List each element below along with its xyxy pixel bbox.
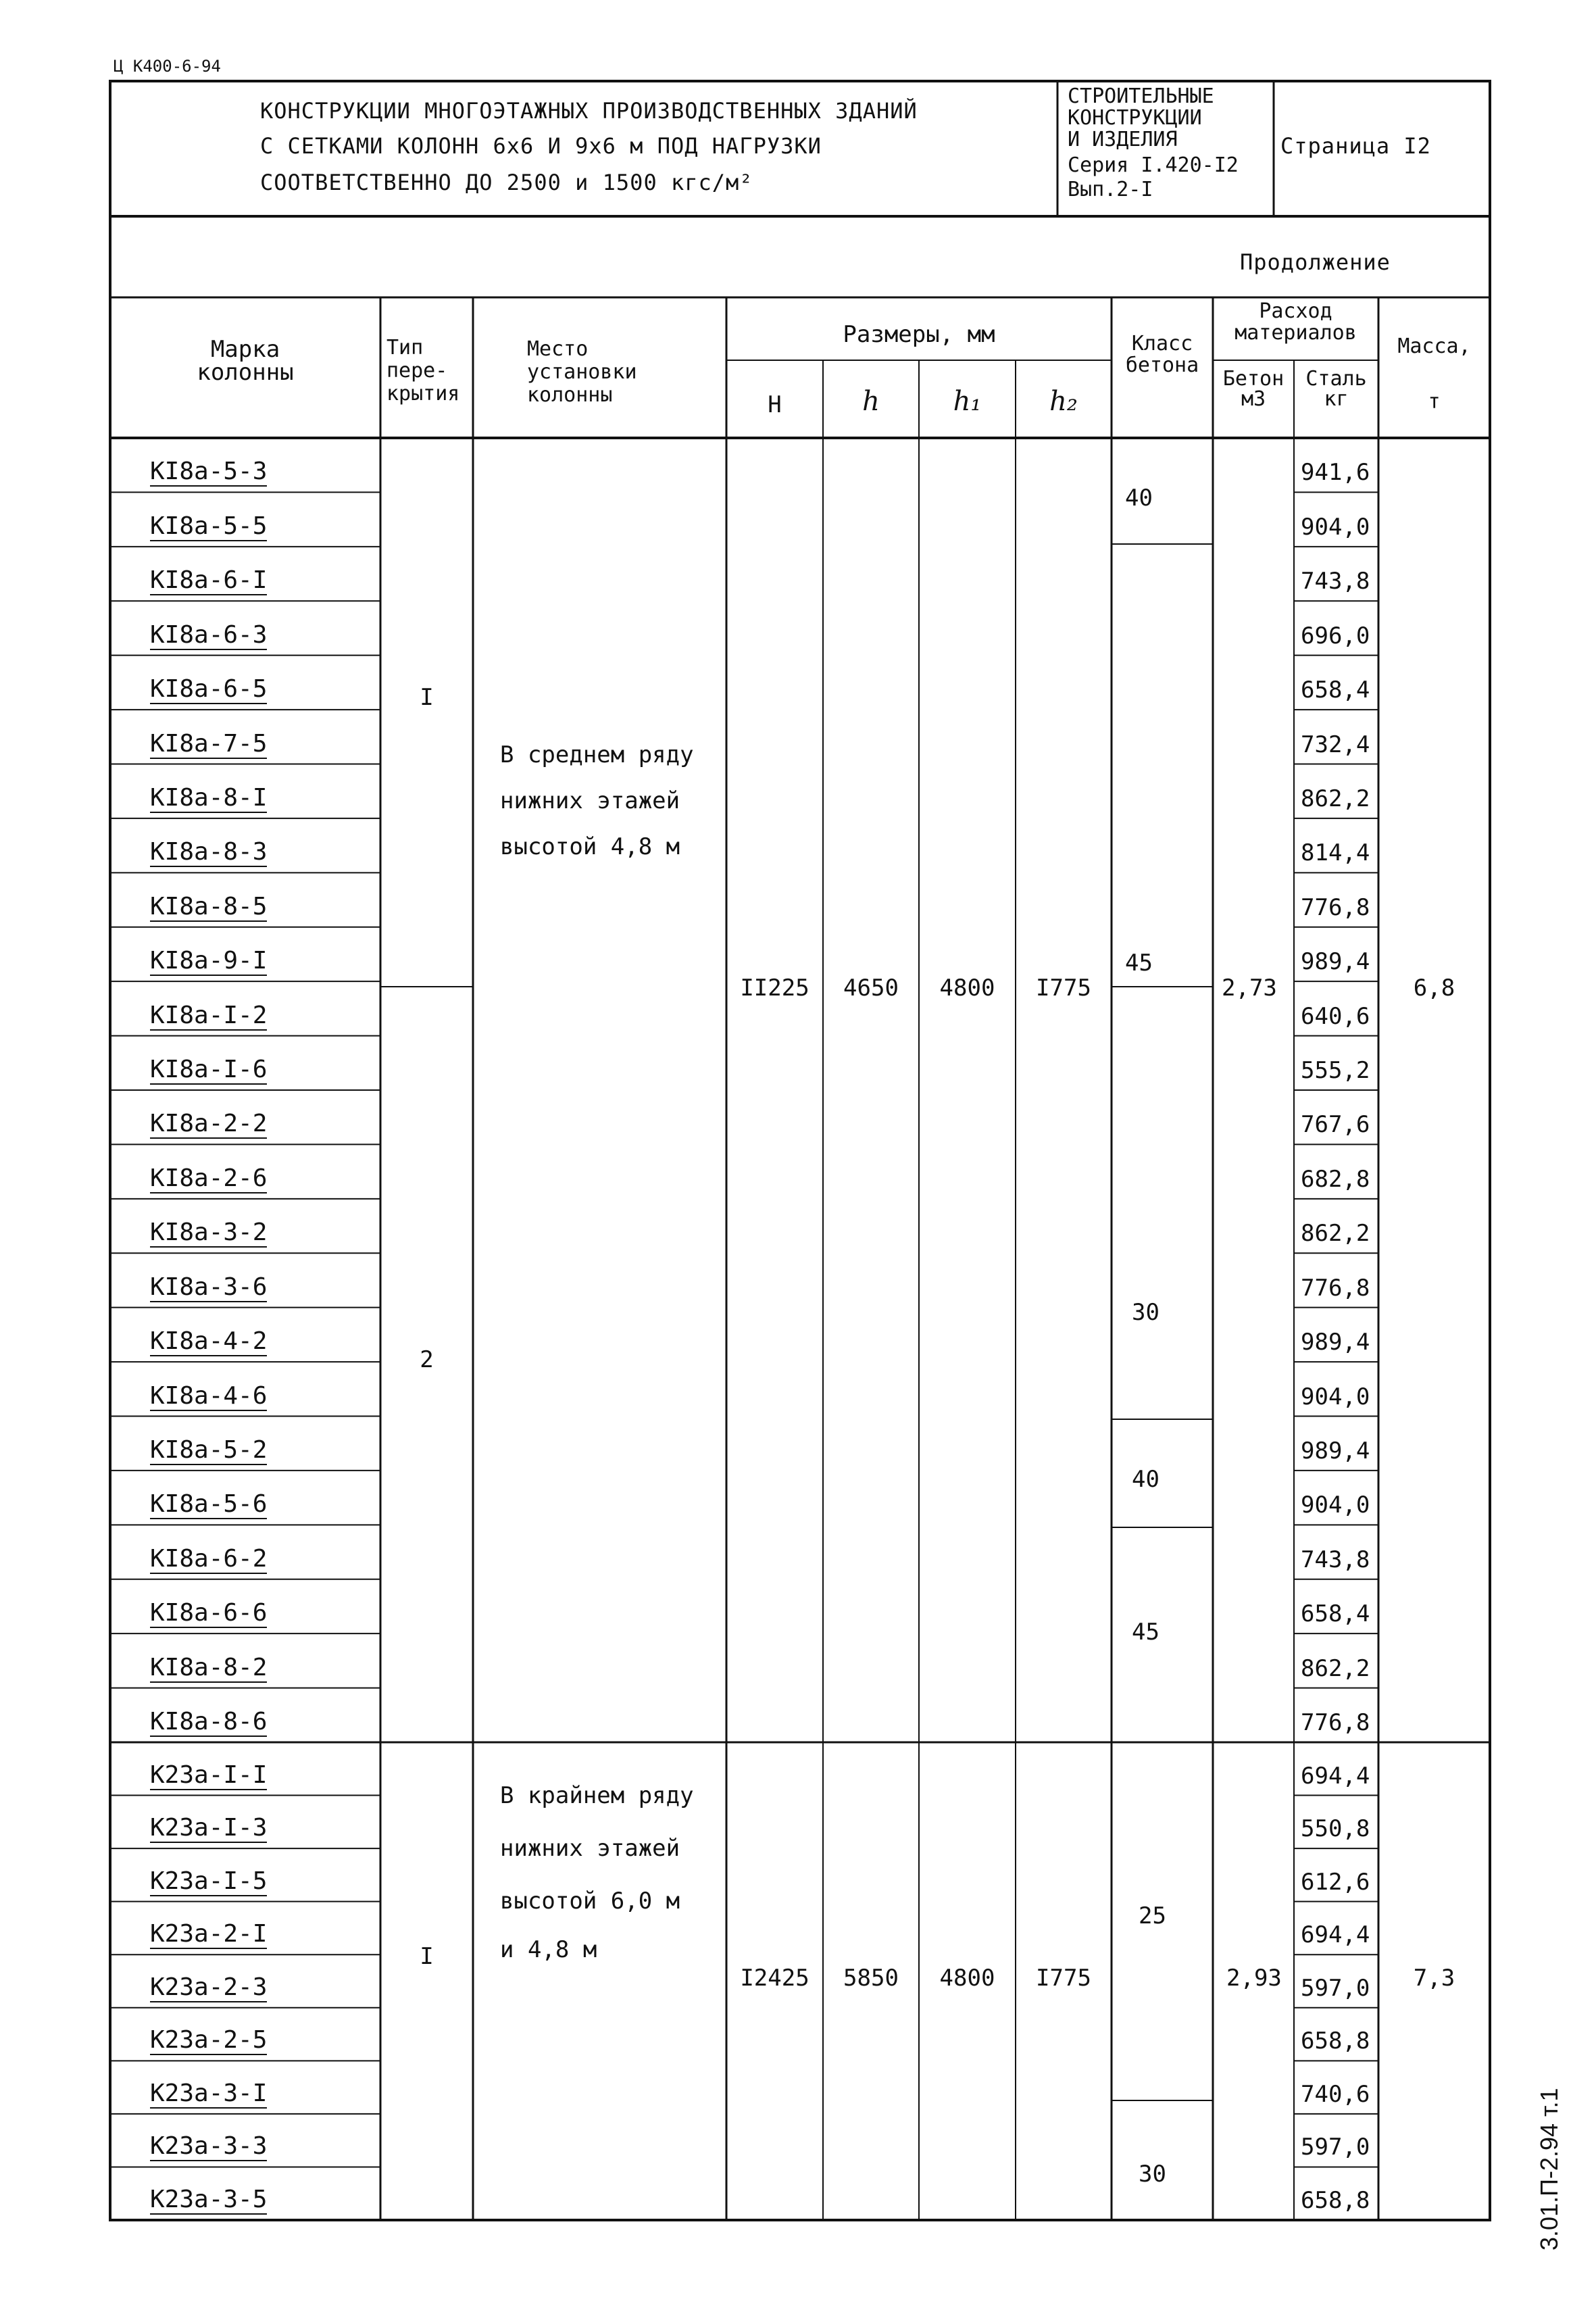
table-row-steel: 989,4 [1301,1437,1370,1464]
table-row-steel: 989,4 [1301,948,1370,976]
col-header-type-2: пере- [386,359,448,383]
table-row-steel: 694,4 [1301,1762,1370,1790]
table-row-steel: 658,8 [1301,2187,1370,2214]
group1-class-5: 45 [1132,1619,1159,1646]
table-row-mark: КI8а-4-6 [150,1381,268,1410]
table-row-mark: К23а-2-I [150,1920,268,1948]
table-row-steel: 658,8 [1301,2027,1370,2055]
col-header-steel-1: Сталь [1305,367,1367,391]
group1-h1: 4800 [939,975,995,1002]
group1-location-1: В среднем ряду [500,741,694,768]
col-header-mark-1: Марка [210,336,280,363]
col-header-location-2: установки [527,360,637,384]
table-row-mark: КI8а-6-5 [150,675,268,704]
group2-H: I2425 [740,1965,809,1992]
table-row-mark: КI8а-6-2 [150,1544,268,1573]
group1-h2: I775 [1036,975,1091,1002]
table-row-steel: 550,8 [1301,1815,1370,1843]
table-row-mark: КI8а-8-2 [150,1653,268,1681]
table-row-mark: КI8а-2-2 [150,1110,268,1138]
col-header-h2: h₂ [1049,386,1078,417]
table-row-steel: 696,0 [1301,622,1370,649]
table-row-mark: КI8а-I-2 [150,1001,268,1029]
table-row-mark: КI8а-I-6 [150,1056,268,1083]
table-row-mark: КI8а-6-3 [150,620,268,649]
table-row-steel: 694,4 [1301,1921,1370,1949]
group1-h: 4650 [843,975,899,1002]
group1-location-3: высотой 4,8 м [500,833,680,860]
series-line-4: Серия I.420-I2 [1068,153,1239,177]
col-header-type-1: Тип [386,336,424,360]
group2-location-1: В крайнем ряду [500,1782,694,1809]
table-row-mark: К23а-I-I [150,1761,268,1789]
table-row-steel: 776,8 [1301,1709,1370,1736]
group1-class-1: 40 [1125,485,1153,512]
col-header-location-1: Место [527,337,589,361]
series-line-1: СТРОИТЕЛЬНЫЕ [1068,84,1214,108]
col-header-sizes: Размеры, мм [843,321,995,348]
col-header-h: h [862,386,880,417]
group1-class-2: 45 [1125,950,1153,977]
table-row-steel: 743,8 [1301,568,1370,595]
table-row-mark: К23а-I-5 [150,1867,268,1895]
title-line-1: КОНСТРУКЦИИ МНОГОЭТАЖНЫХ ПРОИЗВОДСТВЕННЫХ ЗДАНИЙ [260,98,918,124]
group2-location-4: и 4,8 м [500,1936,597,1963]
table-row-mark: КI8а-8-3 [150,838,268,866]
col-header-h1: h₁ [953,386,982,417]
col-header-mass-1: Масса, [1397,335,1471,358]
col-header-class-2: бетона [1125,353,1199,377]
table-row-steel: 658,4 [1301,676,1370,704]
table-row-mark: К23а-3-I [150,2079,268,2107]
group1-class-4: 40 [1132,1466,1159,1493]
page-label: Страница I2 [1280,133,1431,159]
table-row-steel: 904,0 [1301,1383,1370,1410]
group2-h: 5850 [843,1965,899,1992]
table-row-steel: 862,2 [1301,1654,1370,1682]
title-line-2: С СЕТКАМИ КОЛОНН 6х6 И 9х6 м ПОД НАГРУЗКИ [260,133,822,159]
side-code: 3.01.П-2.94 т.1 [1535,2088,1563,2250]
table-row-steel: 989,4 [1301,1329,1370,1356]
col-header-concrete-2: м3 [1241,387,1266,411]
col-header-steel-2: кг [1324,387,1349,411]
series-line-3: И ИЗДЕЛИЯ [1068,128,1178,151]
series-line-2: КОНСТРУКЦИИ [1068,106,1202,130]
table-row-mark: К23а-2-5 [150,2026,268,2054]
table-row-mark: КI8а-2-6 [150,1164,268,1192]
group2-h2: I775 [1036,1965,1091,1992]
table-row-mark: К23а-3-5 [150,2186,268,2213]
table-row-steel: 732,4 [1301,731,1370,758]
series-line-5: Вып.2-I [1068,178,1153,201]
group1-class-3: 30 [1132,1299,1159,1326]
group2-floor-type: I [420,1943,434,1970]
table-row-steel: 612,6 [1301,1868,1370,1896]
table-row-mark: КI8а-9-I [150,947,268,975]
table-row-steel: 682,8 [1301,1165,1370,1193]
table-row-steel: 597,0 [1301,1974,1370,2002]
group1-H: II225 [740,975,809,1002]
group2-mass: 7,3 [1413,1965,1455,1992]
table-row-steel: 740,6 [1301,2080,1370,2108]
table-row-steel: 776,8 [1301,893,1370,921]
table-row-mark: КI8а-8-5 [150,892,268,920]
group2-location-2: нижних этажей [500,1835,680,1862]
group2-class-2: 30 [1139,2161,1166,2188]
title-line-3: СООТВЕТСТВЕННО ДО 2500 и 1500 кгс/м² [260,170,753,195]
table-row-steel: 767,6 [1301,1111,1370,1139]
col-header-materials-1: Расход [1259,299,1332,323]
table-row-steel: 814,4 [1301,839,1370,867]
table-row-mark: К23а-I-3 [150,1814,268,1842]
table-row-steel: 640,6 [1301,1002,1370,1030]
col-header-mark-2: колонны [197,359,294,386]
table-row-mark: К23а-2-3 [150,1973,268,2001]
col-header-concrete-1: Бетон [1222,367,1285,391]
table-row-steel: 743,8 [1301,1546,1370,1573]
col-header-type-3: крытия [386,382,460,405]
table-row-mark: КI8а-3-2 [150,1218,268,1247]
table-row-steel: 862,2 [1301,1220,1370,1248]
table-row-mark: КI8а-3-6 [150,1273,268,1301]
group2-concrete: 2,93 [1226,1965,1282,1992]
group2-h1: 4800 [939,1965,995,1992]
table-row-steel: 776,8 [1301,1274,1370,1302]
table-row-mark: КI8а-6-I [150,566,268,595]
table-row-steel: 941,6 [1301,459,1370,487]
table-row-mark: КI8а-6-6 [150,1599,268,1627]
col-header-materials-2: материалов [1235,321,1357,345]
group1-concrete: 2,73 [1222,975,1277,1002]
table-row-steel: 862,2 [1301,785,1370,812]
document-stamp: Ц К400-6-94 [114,57,221,76]
table-row-steel: 597,0 [1301,2134,1370,2161]
table-row-mark: КI8а-4-2 [150,1327,268,1356]
group1-floor-type-b: 2 [420,1346,434,1373]
col-header-H: Н [768,391,782,418]
col-header-mass-2: т [1428,390,1441,414]
group2-class-1: 25 [1139,1902,1166,1929]
table-row-mark: КI8а-5-3 [150,458,268,486]
table-row-mark: КI8а-8-6 [150,1708,268,1736]
group1-floor-type-a: I [420,684,434,711]
table-row-steel: 658,4 [1301,1600,1370,1628]
col-header-location-3: колонны [527,383,613,407]
group2-location-3: высотой 6,0 м [500,1888,680,1915]
group1-location-2: нижних этажей [500,787,680,814]
table-row-mark: К23а-3-3 [150,2132,268,2161]
table-row-steel: 555,2 [1301,1057,1370,1084]
table-row-steel: 904,0 [1301,1492,1370,1519]
table-row-mark: КI8а-7-5 [150,729,268,758]
continuation-label: Продолжение [1240,249,1391,275]
group1-mass: 6,8 [1413,975,1455,1002]
table-row-mark: КI8а-5-2 [150,1435,268,1464]
table-row-steel: 904,0 [1301,513,1370,541]
table-row-mark: КI8а-5-6 [150,1490,268,1519]
col-header-class-1: Класс [1131,332,1193,355]
table-row-mark: КI8а-5-5 [150,512,268,540]
table-row-mark: КI8а-8-I [150,783,268,812]
